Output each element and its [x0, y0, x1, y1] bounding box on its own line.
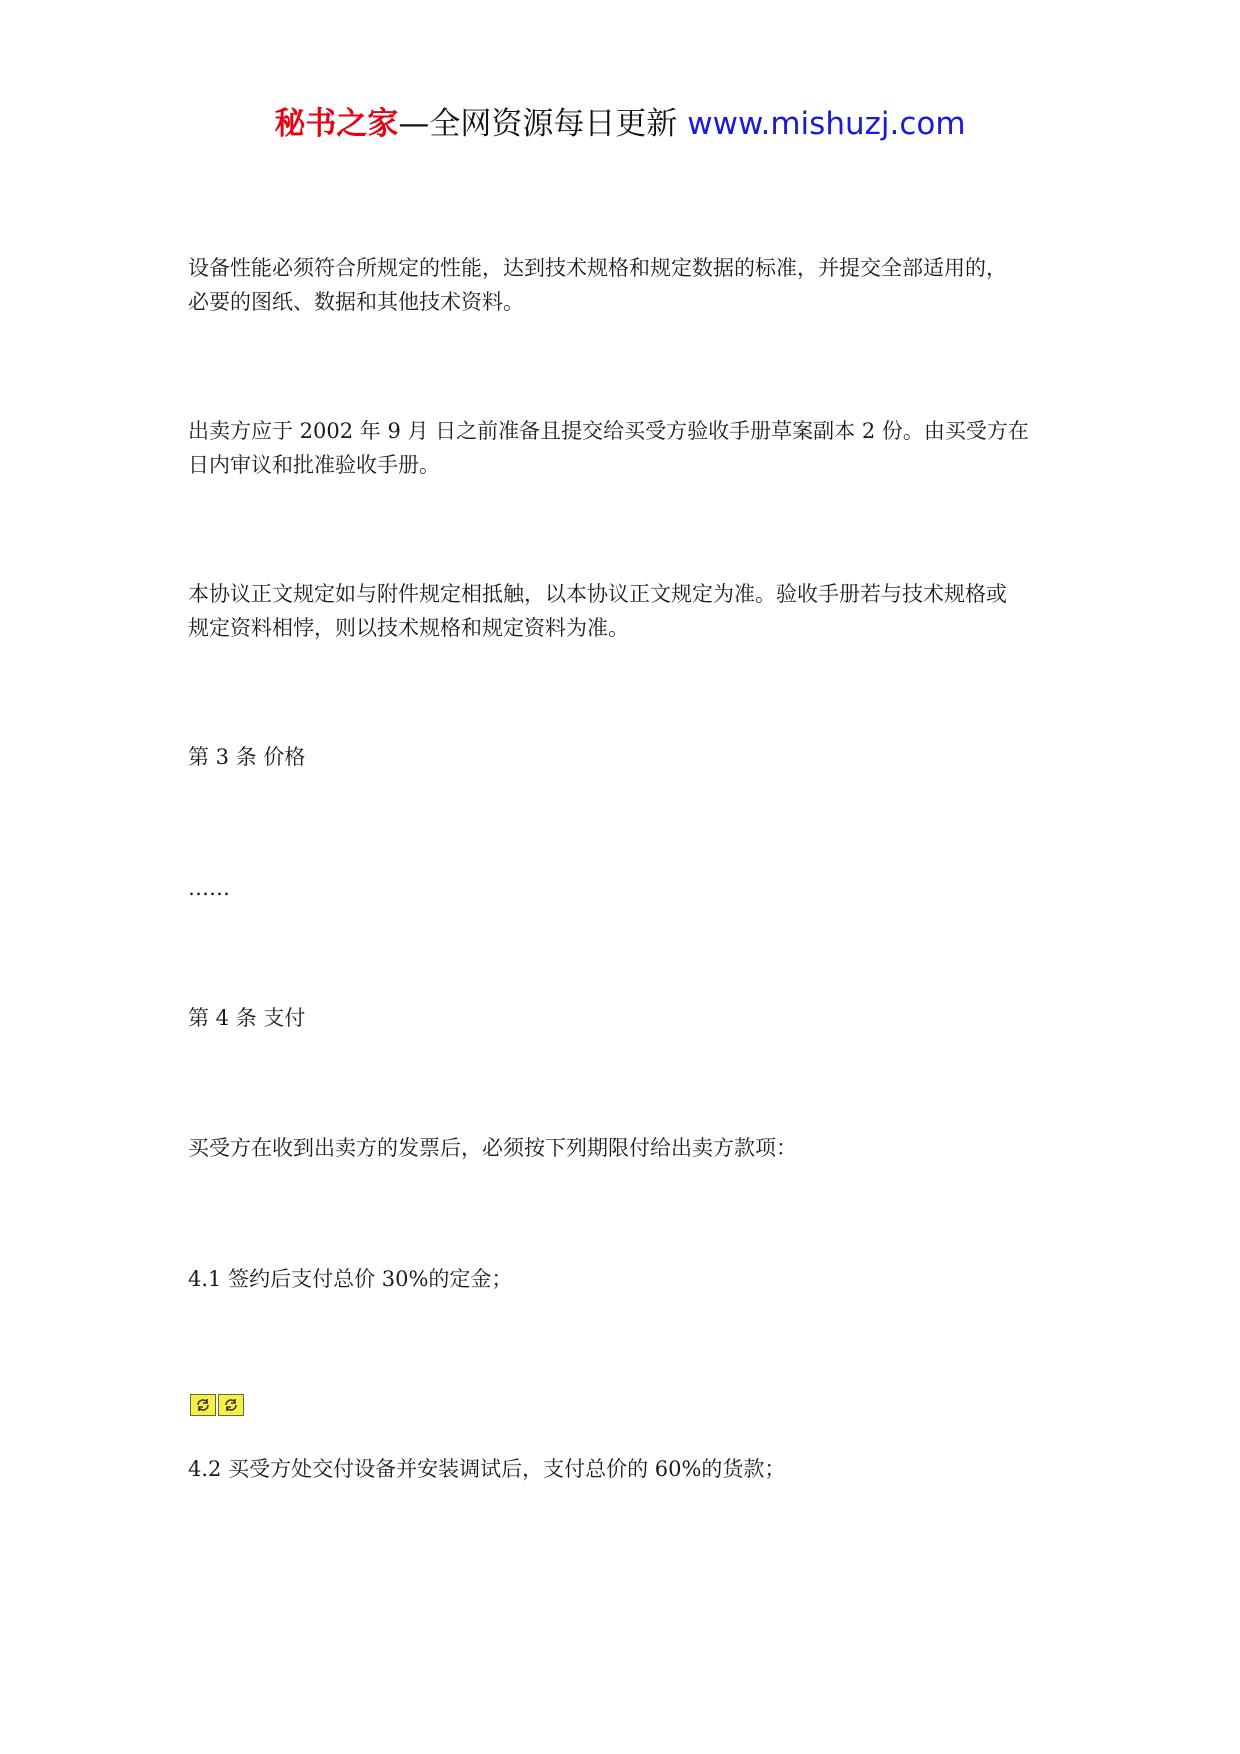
article-4-intro: 买受方在收到出卖方的发票后，必须按下列期限付给出卖方款项： [188, 1136, 797, 1160]
site-header [0, 100, 1240, 148]
article-4-heading: 第 4 条 支付 [188, 1006, 306, 1030]
payment-item-4-2: 4.2 买受方处交付设备并安装调试后，支付总价的 60%的货款； [188, 1457, 786, 1481]
paragraph-acceptance-manual [188, 414, 1068, 482]
paragraph-precedence-line2: 规定资料相悖，则以技术规格和规定资料为准。 [188, 616, 629, 640]
embedded-object-icon[interactable] [190, 1394, 216, 1416]
paragraph-performance [188, 251, 1068, 319]
site-brand: 秘书之家 [274, 106, 399, 142]
site-slogan: —全网资源每日更新 [398, 106, 688, 142]
embedded-object-icon[interactable] [218, 1394, 244, 1416]
site-url-link[interactable]: www.mishuzj.com [687, 106, 966, 142]
embedded-object-icons [190, 1394, 244, 1416]
paragraph-acceptance-manual-line1: 出卖方应于 2002 年 9 月 日之前准备且提交给买受方验收手册草案副本 2 份。由买受方在 [188, 419, 1029, 443]
article-3-ellipsis: …… [188, 876, 230, 900]
paragraph-precedence-line1: 本协议正文规定如与附件规定相抵触，以本协议正文规定为准。验收手册若与技术规格或 [188, 582, 1007, 606]
article-3-heading: 第 3 条 价格 [188, 745, 306, 769]
paragraph-performance-line2: 必要的图纸、数据和其他技术资料。 [188, 290, 524, 314]
paragraph-performance-line1: 设备性能必须符合所规定的性能，达到技术规格和规定数据的标准，并提交全部适用的， [188, 256, 1007, 280]
payment-item-4-1: 4.1 签约后支付总价 30%的定金； [188, 1267, 513, 1291]
paragraph-precedence [188, 577, 1068, 645]
paragraph-acceptance-manual-line2: 日内审议和批准验收手册。 [188, 453, 440, 477]
